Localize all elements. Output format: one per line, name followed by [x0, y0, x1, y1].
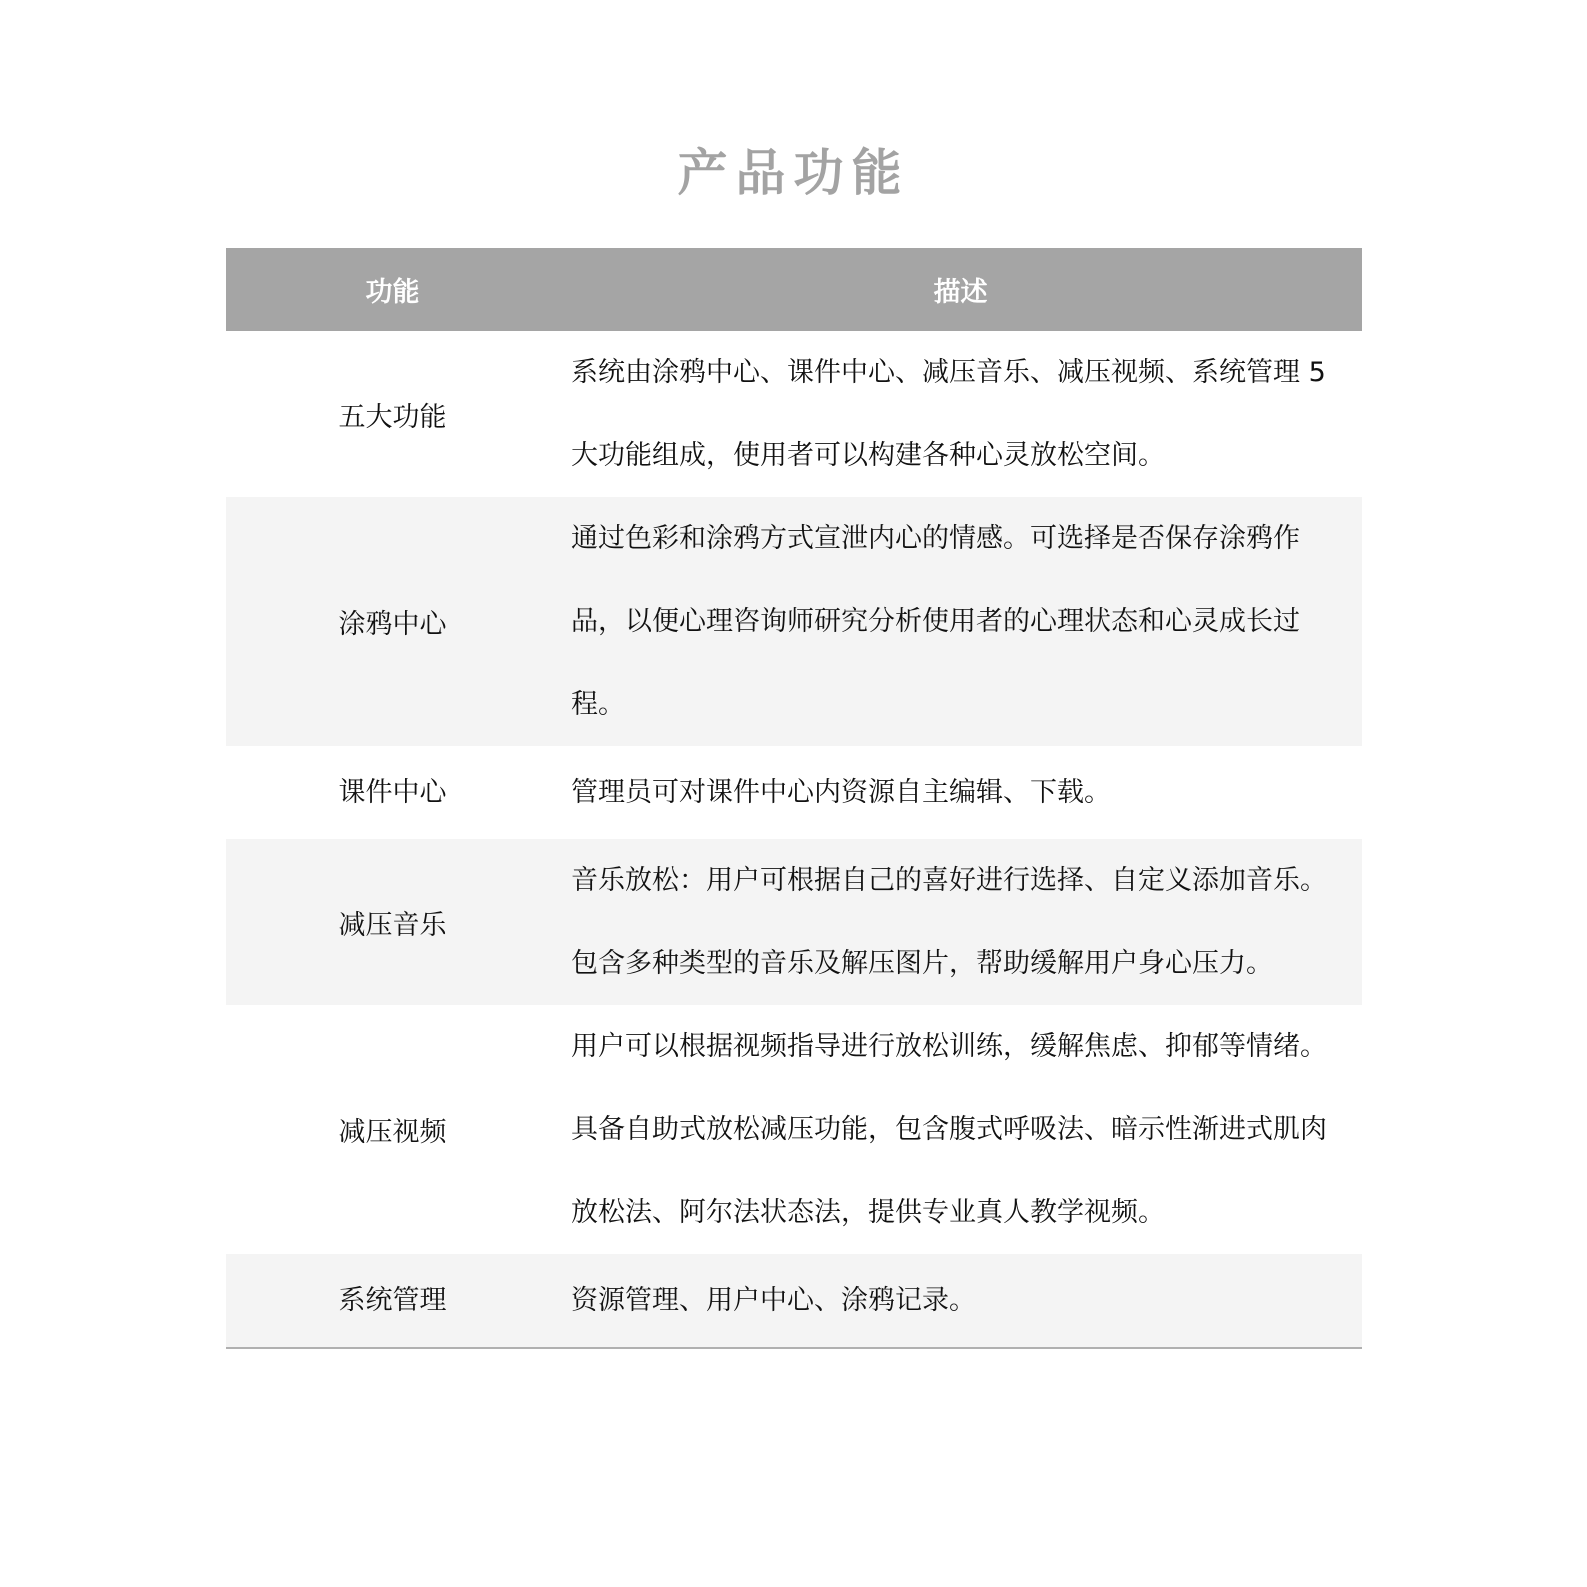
column-header-description: 描述	[559, 248, 1362, 331]
description-cell: 通过色彩和涂鸦方式宣泄内心的情感。可选择是否保存涂鸦作品，以便心理咨询师研究分析使用者的心理状态和心灵成长过程。	[559, 497, 1362, 746]
table-header-row	[226, 248, 1362, 331]
function-cell: 系统管理	[226, 1254, 559, 1348]
table-row	[226, 331, 1362, 497]
table-row	[226, 839, 1362, 1005]
description-cell: 管理员可对课件中心内资源自主编辑、下载。	[571, 777, 1111, 808]
column-header-function: 功能	[226, 248, 559, 331]
function-cell: 减压视频	[338, 1117, 447, 1148]
page-title: 产品功能	[677, 143, 910, 202]
function-cell: 减压音乐	[226, 839, 559, 1005]
function-cell: 五大功能	[338, 401, 447, 433]
function-cell: 涂鸦中心	[226, 497, 559, 746]
table-row	[226, 497, 1362, 746]
function-cell: 课件中心	[338, 777, 447, 808]
description-cell: 资源管理、用户中心、涂鸦记录。	[559, 1254, 1362, 1348]
description-cell: 系统由涂鸦中心、课件中心、减压音乐、减压视频、系统管理 5 大功能组成，使用者可以构建各种心灵放松空间。	[571, 357, 1326, 471]
table-row	[226, 1005, 1362, 1254]
table-row	[226, 1254, 1362, 1348]
description-cell: 音乐放松：用户可根据自己的喜好进行选择、自定义添加音乐。包含多种类型的音乐及解压图片，帮助缓解用户身心压力。	[559, 839, 1362, 1005]
description-cell: 用户可以根据视频指导进行放松训练，缓解焦虑、抑郁等情绪。具备自助式放松减压功能，包含腹式呼吸法、暗示性渐进式肌肉放松法、阿尔法状态法，提供专业真人教学视频。	[571, 1031, 1327, 1228]
table-row	[226, 746, 1362, 839]
feature-table	[226, 248, 1362, 1349]
